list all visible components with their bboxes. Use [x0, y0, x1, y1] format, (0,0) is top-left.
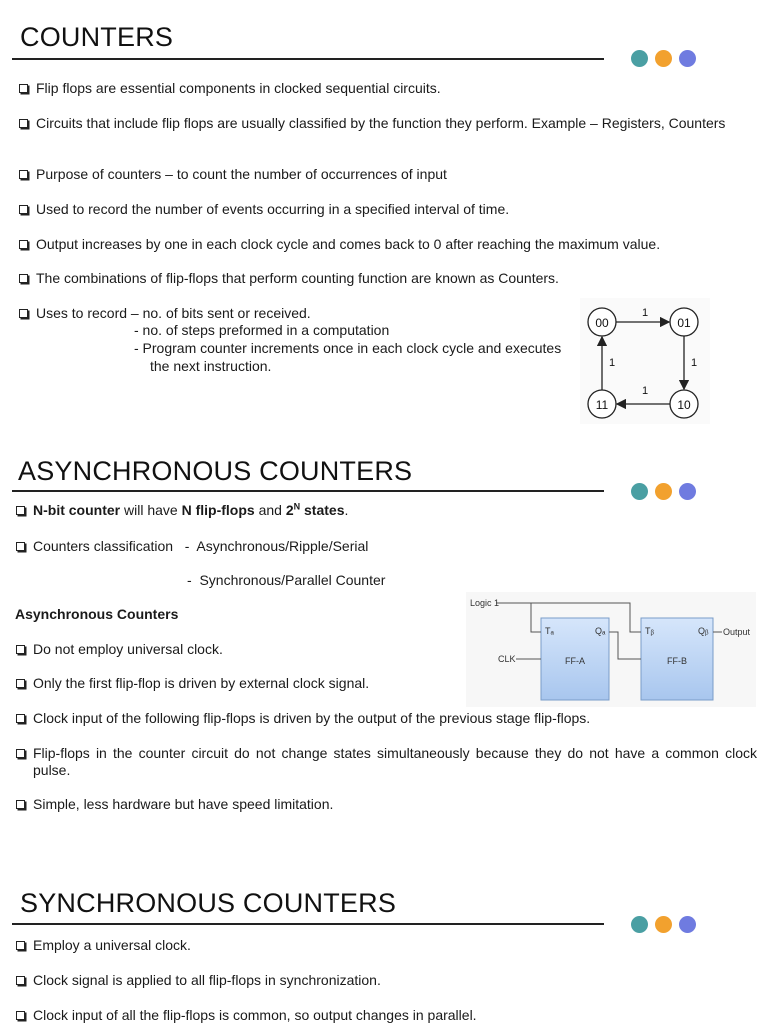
title-rule: [12, 923, 604, 925]
logic1-label: Logic 1: [470, 598, 500, 608]
state-10: 10: [677, 398, 691, 412]
bullet-item: Do not employ universal clock.: [15, 641, 473, 658]
square-bullet-icon: [16, 645, 25, 654]
async-title: ASYNCHRONOUS COUNTERS: [18, 456, 413, 486]
teal-dot: [631, 916, 648, 933]
bullet-item: Circuits that include flip flops are usually classified by the function they perform. Example – Registers, Counters: [18, 115, 758, 132]
async-subheading: Asynchronous Counters: [15, 606, 179, 622]
state-11: 11: [595, 398, 609, 412]
square-bullet-icon: [16, 749, 25, 758]
square-bullet-icon: [16, 976, 25, 985]
bullet-item: Clock input of the following flip-flops is driven by the output of the previous stage flip-flops.: [15, 710, 755, 727]
bullet-item: Employ a universal clock.: [15, 937, 753, 954]
square-bullet-icon: [16, 506, 25, 515]
state-00: 00: [595, 316, 609, 330]
square-bullet-icon: [16, 714, 25, 723]
title-rule: [12, 58, 604, 60]
square-bullet-icon: [16, 542, 25, 551]
ff-b-label: FF-B: [667, 656, 687, 666]
square-bullet-icon: [16, 941, 25, 950]
accent-dots: [631, 916, 697, 934]
bullet-item: Clock signal is applied to all flip-flops in synchronization.: [15, 972, 753, 989]
transition-label: 1: [690, 357, 698, 369]
square-bullet-icon: [19, 240, 28, 249]
bullet-item: The combinations of flip-flops that perform counting function are known as Counters.: [18, 270, 756, 287]
square-bullet-icon: [16, 1011, 25, 1020]
square-bullet-icon: [19, 170, 28, 179]
sync-title: SYNCHRONOUS COUNTERS: [20, 888, 397, 918]
title-rule: [12, 490, 604, 492]
transition-label: 1: [641, 385, 649, 397]
qb-label: Qᵦ: [698, 626, 709, 636]
output-label: Output: [723, 627, 751, 637]
blue-dot: [679, 483, 696, 500]
tb-label: Tᵦ: [645, 626, 654, 636]
blue-dot: [679, 916, 696, 933]
ff-a-label: FF-A: [565, 656, 585, 666]
bullet-item: Flip-flops in the counter circuit do not change states simultaneously because they do not have a common clock pulse.: [15, 745, 757, 779]
accent-dots: [631, 483, 697, 501]
orange-dot: [655, 916, 672, 933]
bullet-item: Purpose of counters – to count the number of occurrences of input: [18, 166, 756, 183]
square-bullet-icon: [16, 800, 25, 809]
square-bullet-icon: [19, 119, 28, 128]
ta-label: Tₐ: [545, 626, 554, 636]
transition-label: 1: [641, 307, 649, 319]
accent-dots: [631, 50, 697, 68]
orange-dot: [655, 483, 672, 500]
clk-label: CLK: [498, 654, 516, 664]
transition-label: 1: [608, 357, 616, 369]
uses-line-2: - no. of steps preformed in a computation: [134, 322, 390, 338]
classification-line-2: - Synchronous/Parallel Counter: [187, 572, 386, 588]
async-section: [0, 430, 768, 860]
bullet-item: Clock input of all the flip-flops is common, so output changes in parallel.: [15, 1007, 753, 1024]
uses-line-4: the next instruction.: [150, 358, 272, 374]
blue-dot: [679, 50, 696, 67]
square-bullet-icon: [19, 205, 28, 214]
square-bullet-icon: [19, 309, 28, 318]
bullet-item: Simple, less hardware but have speed limitation.: [15, 796, 753, 813]
classification-bullet: Counters classification - Asynchronous/Ripple/Serial: [15, 538, 753, 555]
teal-dot: [631, 483, 648, 500]
bullet-item: Output increases by one in each clock cycle and comes back to 0 after reaching the maximum value.: [18, 236, 756, 253]
square-bullet-icon: [16, 679, 25, 688]
uses-line-3: - Program counter increments once in each clock cycle and executes: [134, 340, 562, 356]
bullet-item: Used to record the number of events occurring in a specified interval of time.: [18, 201, 756, 218]
counters-title: COUNTERS: [20, 22, 174, 52]
sync-section: [0, 860, 768, 1024]
ripple-counter-circuit: [466, 592, 756, 707]
qa-label: Qₐ: [595, 626, 606, 636]
square-bullet-icon: [19, 274, 28, 283]
teal-dot: [631, 50, 648, 67]
state-01: 01: [677, 316, 691, 330]
state-diagram: [580, 298, 710, 424]
square-bullet-icon: [19, 84, 28, 93]
bullet-item: Only the first flip-flop is driven by external clock signal.: [15, 675, 473, 692]
nbit-bullet: N-bit counter will have N flip-flops and $2^N$ states.: [15, 502, 753, 519]
orange-dot: [655, 50, 672, 67]
bullet-item: Flip flops are essential components in clocked sequential circuits.: [18, 80, 756, 97]
counters-section: [0, 0, 768, 430]
uses-bullet: Uses to record – no. of bits sent or received.: [18, 305, 596, 322]
